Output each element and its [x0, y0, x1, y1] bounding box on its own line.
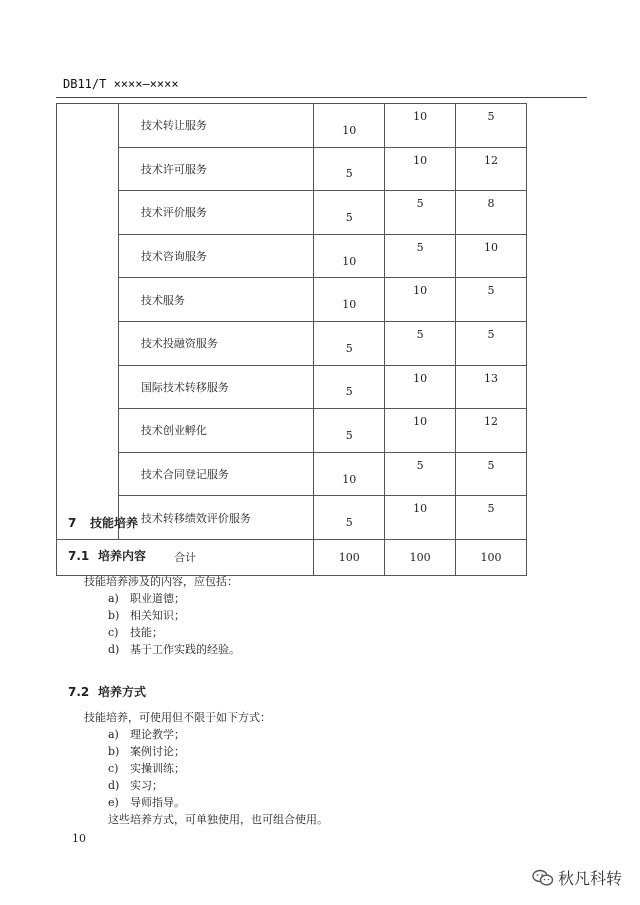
table-cell-value: 5 [314, 321, 385, 365]
table-row [57, 365, 527, 409]
table-row [57, 452, 527, 496]
list-item: b) 相关知识； [108, 609, 185, 622]
table-row [57, 147, 527, 191]
list-item: d) 实习； [108, 779, 163, 792]
table-cell-value: 5 [314, 365, 385, 409]
paragraph-closing: 这些培养方式，可单独使用，也可组合使用。 [108, 813, 328, 826]
table-cell-item: 技术转让服务 [118, 104, 314, 148]
table-cell-value: 10 [385, 278, 456, 322]
total-value: 100 [456, 539, 527, 575]
page-number: 10 [72, 832, 86, 845]
table-cell-value: 10 [385, 409, 456, 453]
table-cell-item: 技术服务 [118, 278, 314, 322]
list-item: c) 实操训练； [108, 762, 185, 775]
table-row [57, 321, 527, 365]
paragraph-intro: 技能培养涉及的内容，应包括： [84, 575, 238, 588]
table-cell-value: 10 [314, 452, 385, 496]
table-cell-item: 技术创业孵化 [118, 409, 314, 453]
table-cell-value: 10 [314, 278, 385, 322]
table-cell-value: 12 [456, 409, 527, 453]
table-cell-value: 5 [456, 321, 527, 365]
score-table [56, 103, 527, 576]
list-item: a) 理论教学； [108, 728, 185, 741]
header-rule [56, 97, 587, 98]
table-cell-value: 10 [385, 104, 456, 148]
table-cell-item: 技术合同登记服务 [118, 452, 314, 496]
table-cell-value: 10 [314, 104, 385, 148]
table-cell-value: 10 [314, 234, 385, 278]
paragraph-intro: 技能培养，可使用但不限于如下方式： [84, 711, 271, 724]
table-cell-value: 5 [385, 191, 456, 235]
subsection-heading-7-1 [68, 547, 146, 564]
table-cell-value: 5 [385, 452, 456, 496]
section-number: 7 [68, 516, 77, 530]
total-value: 100 [314, 539, 385, 575]
table-cell-value: 5 [314, 409, 385, 453]
list-item: c) 技能； [108, 626, 163, 639]
list-item: e) 导师指导。 [108, 796, 185, 809]
document-code: DB11/T ××××—×××× [63, 77, 179, 91]
table-cell-value: 5 [456, 496, 527, 540]
table-cell-item: 技术咨询服务 [118, 234, 314, 278]
merged-category-cell [57, 104, 119, 540]
table-cell-item: 国际技术转移服务 [118, 365, 314, 409]
table-row [57, 409, 527, 453]
subsection-title: 培养内容 [98, 549, 147, 563]
subsection-number: 7.2 [68, 685, 90, 699]
table-cell-value: 5 [385, 234, 456, 278]
table-cell-value: 10 [456, 234, 527, 278]
table-cell-value: 10 [385, 365, 456, 409]
watermark-text: 秋凡科转 [558, 869, 623, 888]
table-cell-value: 12 [456, 147, 527, 191]
table-cell-item: 技术转移绩效评价服务 [118, 496, 314, 540]
table-cell-value: 5 [456, 452, 527, 496]
table-cell-item: 技术投融资服务 [118, 321, 314, 365]
wechat-icon [532, 869, 554, 887]
subsection-number: 7.1 [68, 549, 90, 563]
list-item: d) 基于工作实践的经验。 [108, 643, 240, 656]
table-cell-value: 5 [314, 147, 385, 191]
section-heading-7 [68, 514, 138, 531]
list-item: b) 案例讨论； [108, 745, 185, 758]
total-value: 100 [385, 539, 456, 575]
table-row [57, 104, 527, 148]
total-label: 合计 [57, 539, 314, 575]
table-cell-item: 技术评价服务 [118, 191, 314, 235]
watermark [532, 866, 622, 889]
table-cell-value: 10 [385, 496, 456, 540]
table-cell-item: 技术许可服务 [118, 147, 314, 191]
table-cell-value: 5 [385, 321, 456, 365]
table-cell-value: 5 [314, 191, 385, 235]
table-row [57, 234, 527, 278]
list-item: a) 职业道德； [108, 592, 185, 605]
table-row [57, 191, 527, 235]
table-cell-value: 8 [456, 191, 527, 235]
table-cell-value: 13 [456, 365, 527, 409]
table-cell-value: 5 [456, 104, 527, 148]
table-cell-value: 5 [314, 496, 385, 540]
table-row [57, 278, 527, 322]
table-cell-value: 10 [385, 147, 456, 191]
subsection-title: 培养方式 [98, 685, 147, 699]
table-cell-value: 5 [456, 278, 527, 322]
subsection-heading-7-2 [68, 683, 146, 700]
section-title: 技能培养 [90, 516, 139, 530]
